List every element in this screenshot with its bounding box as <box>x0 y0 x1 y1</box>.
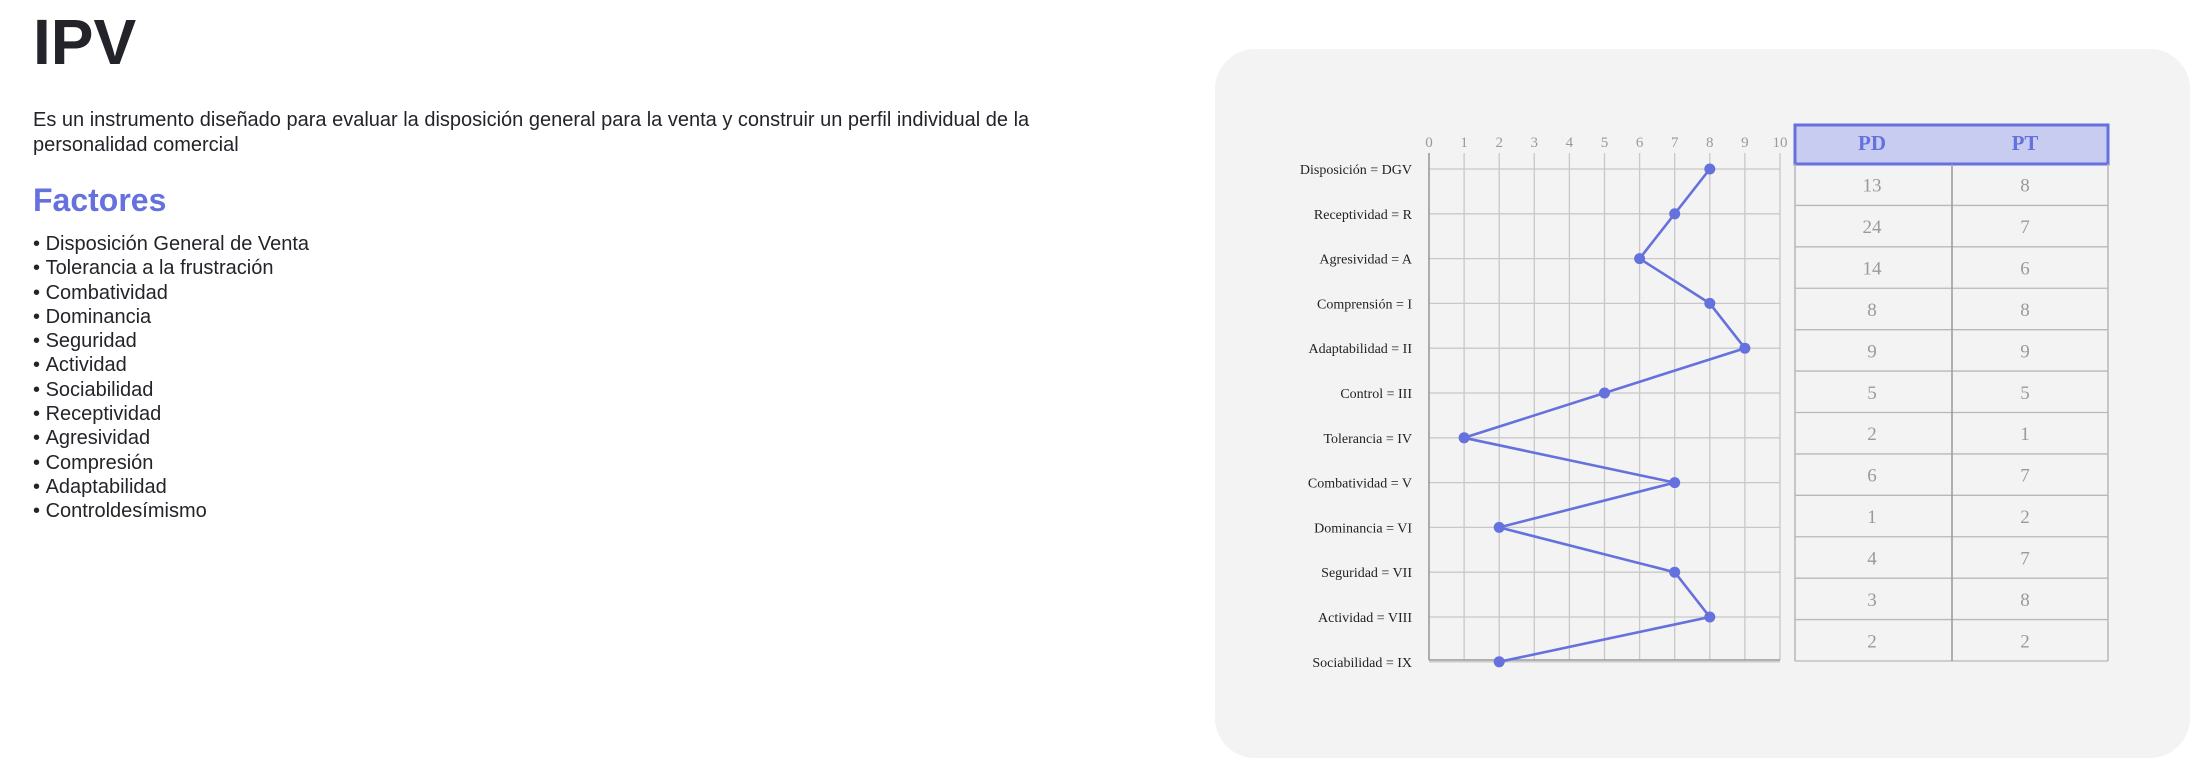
factor-item: • Receptividad <box>33 402 309 426</box>
x-tick-label: 3 <box>1530 135 1539 151</box>
page-title: IPV <box>33 6 137 78</box>
x-tick-label: 0 <box>1425 135 1433 151</box>
data-point <box>1669 567 1680 578</box>
table-cell: 8 <box>1867 299 1877 321</box>
profile-card <box>1215 49 2190 758</box>
factor-item: • Controldesímismo <box>33 499 309 523</box>
table-cell: 14 <box>1862 258 1882 280</box>
table-cell: 4 <box>1867 548 1877 570</box>
table-cell: 9 <box>1867 341 1877 363</box>
category-label: Disposición = DGV <box>1299 163 1412 178</box>
table-cell: 8 <box>2020 175 2030 197</box>
data-point <box>1704 164 1715 175</box>
table-cell: 6 <box>2020 258 2030 280</box>
factor-item: • Actividad <box>33 353 309 377</box>
data-point <box>1494 656 1505 667</box>
table-header <box>1795 125 2108 164</box>
table-cell: 8 <box>2020 299 2030 321</box>
table-cell: 2 <box>1867 424 1877 446</box>
data-point <box>1704 612 1715 623</box>
table-cell: 6 <box>1867 465 1877 487</box>
category-label: Adaptabilidad = II <box>1308 342 1412 358</box>
x-tick-label: 4 <box>1565 135 1574 151</box>
table-cell: 8 <box>2020 589 2030 611</box>
category-label: Comprensión = I <box>1317 297 1412 313</box>
table-cell: 1 <box>1867 507 1877 529</box>
x-tick-label: 9 <box>1741 135 1749 151</box>
factors-heading: Factores <box>33 182 167 218</box>
x-tick-label: 1 <box>1460 135 1468 151</box>
category-label: Seguridad = VII <box>1321 566 1412 582</box>
table-cell: 9 <box>2020 341 2030 363</box>
data-point <box>1704 298 1715 309</box>
category-label: Dominancia = VI <box>1314 521 1412 537</box>
table-header-cell: PT <box>2011 131 2039 155</box>
table-cell: 5 <box>2020 382 2030 404</box>
factor-item: • Combatividad <box>33 281 309 305</box>
x-tick-label: 8 <box>1706 135 1714 151</box>
category-label: Combatividad = V <box>1307 476 1412 492</box>
category-label: Agresividad = A <box>1319 252 1412 268</box>
factor-item: • Disposición General de Venta <box>33 232 309 256</box>
data-point <box>1739 343 1750 354</box>
data-point <box>1669 477 1680 488</box>
category-label: Receptividad = R <box>1313 207 1412 223</box>
table-cell: 7 <box>2020 465 2030 487</box>
page-description: Es un instrumento diseñado para evaluar la disposición general para la venta y construir un perfil individual de la personalidad comercial <box>33 109 1030 156</box>
table-cell: 7 <box>2020 548 2030 570</box>
factor-item: • Tolerancia a la frustración <box>33 256 309 280</box>
category-label: Actividad = VIII <box>1318 611 1412 626</box>
factor-item: • Dominancia <box>33 305 309 329</box>
table-cell: 2 <box>1867 631 1877 653</box>
table-cell: 2 <box>2020 631 2030 653</box>
table-cell: 1 <box>2020 424 2030 446</box>
table-cell: 13 <box>1862 175 1882 197</box>
table-cell: 5 <box>1867 382 1877 404</box>
x-tick-label: 7 <box>1670 135 1679 151</box>
data-point <box>1634 253 1645 264</box>
table-cell: 24 <box>1862 217 1882 239</box>
factor-item: • Agresividad <box>33 426 309 450</box>
table-cell: 3 <box>1867 589 1877 611</box>
factor-item: • Seguridad <box>33 329 309 353</box>
category-label: Tolerancia = IV <box>1323 431 1412 447</box>
table-cell: 7 <box>2020 217 2030 239</box>
x-tick-label: 6 <box>1635 135 1644 151</box>
factors-list <box>33 232 309 524</box>
table-header-cell: PD <box>1858 131 1886 155</box>
factor-item: • Compresión <box>33 451 309 475</box>
x-tick-label: 2 <box>1495 135 1503 151</box>
x-tick-label: 5 <box>1600 135 1609 151</box>
factor-item: • Adaptabilidad <box>33 475 309 499</box>
data-point <box>1459 432 1470 443</box>
category-label: Sociabilidad = IX <box>1312 655 1412 671</box>
x-tick-label: 10 <box>1772 135 1788 151</box>
category-label: Control = III <box>1340 387 1412 402</box>
profile-chart <box>1215 49 2190 758</box>
data-point <box>1494 522 1505 533</box>
data-point <box>1669 208 1680 219</box>
table-cell: 2 <box>2020 507 2030 529</box>
data-point <box>1599 388 1610 399</box>
factor-item: • Sociabilidad <box>33 378 309 402</box>
